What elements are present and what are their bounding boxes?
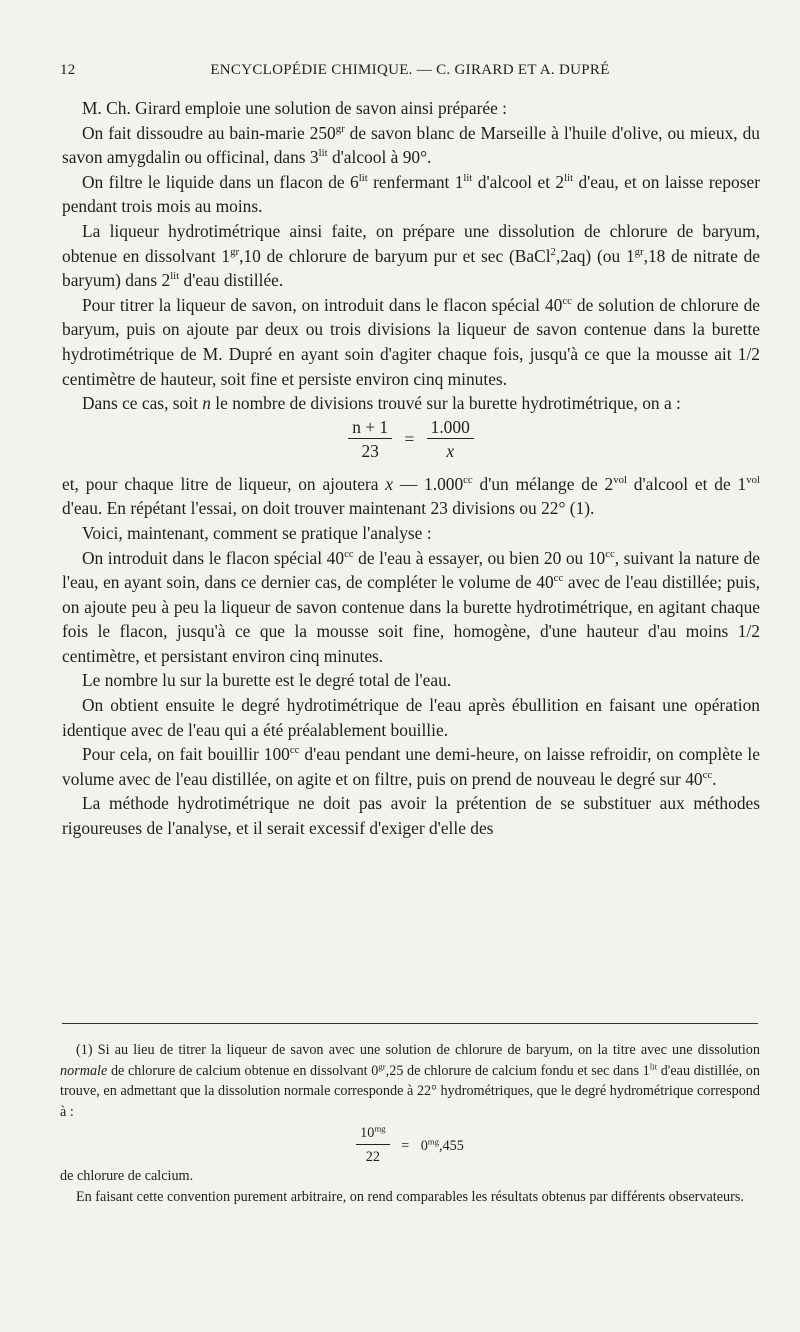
paragraph: [62, 170, 760, 219]
unit-sup: cc: [605, 547, 615, 560]
text-run: — 1.000: [393, 473, 464, 494]
text-run: Pour titrer la liqueur de savon, on introduit dans le flacon spécial 40: [82, 294, 563, 315]
unit-sup: vol: [613, 473, 627, 486]
paragraph: [62, 391, 760, 416]
text-run: de savon blanc de Marseille à l'huile d'olive, ou mieux, du savon amygdalin ou officinal, dans 3: [62, 122, 760, 168]
text-run: le nombre de divisions trouvé sur la burette hydrotimétrique, on a :: [210, 393, 681, 414]
text-run: ,2aq) (ou 1: [555, 245, 635, 266]
unit-sup: cc: [553, 572, 564, 585]
text-run: ,10 de chlorure de baryum pur et sec (BaCl: [239, 245, 551, 266]
text-run: d'eau distillée, on trouve, en admettant que la dissolution normale corresponde à 22° hydrométriques, que le degré hydrométrique correspond à :: [60, 1062, 760, 1120]
math-variable: x: [385, 473, 393, 494]
running-header: [60, 62, 760, 86]
text-run: et, pour chaque litre de liqueur, on ajoutera: [62, 473, 386, 494]
equals-sign: =: [404, 428, 415, 449]
page-number: 12: [60, 62, 76, 78]
footnote-text: En faisant cette convention purement arbitraire, on rend comparables les résultats obtenus par différents observateurs.: [76, 1188, 744, 1205]
footnotes: [60, 1040, 760, 1208]
footnote: [60, 1166, 760, 1187]
result-value: 0: [420, 1137, 428, 1154]
paragraph: [62, 472, 760, 521]
equals-sign: =: [401, 1137, 410, 1154]
text-run: d'eau distillée.: [179, 270, 284, 291]
text-run: (1) Si au lieu de titrer la liqueur de savon avec une solution de chlorure de baryum, on la titre avec une dissolution: [76, 1042, 760, 1058]
numerator-value: 10: [360, 1125, 375, 1142]
footnote: [60, 1187, 760, 1208]
denominator: 22: [365, 1149, 380, 1166]
unit-sup: cc: [463, 473, 473, 486]
text-run: On filtre le liquide dans un flacon de 6: [82, 171, 359, 192]
paragraph: [62, 219, 760, 293]
text-run: d'eau, et on laisse reposer pendant trois mois au moins.: [62, 171, 761, 217]
text-run: .: [712, 768, 717, 789]
unit-sup: lit: [358, 171, 368, 184]
text-run: ,25 de chlorure de calcium fondu et sec dans 1: [385, 1062, 650, 1079]
numerator: [356, 1122, 389, 1145]
result: [420, 1135, 464, 1154]
paragraph-text: Le nombre lu sur la burette est le degré total de l'eau.: [82, 670, 452, 691]
text-run: de l'eau à essayer, ou bien 20 ou 10: [353, 547, 606, 568]
footnote-text: de chlorure de calcium.: [60, 1168, 194, 1185]
unit-sup: cc: [702, 769, 713, 782]
text-run: Pour cela, on fait bouillir 100: [82, 744, 290, 765]
paragraph-text: On obtient ensuite le degré hydrotimétrique de l'eau après ébullition en faisant une opération identique avec de l'eau qui a été préalablement bouillie.: [62, 695, 760, 740]
fraction-right: [427, 416, 474, 463]
paragraph: [62, 293, 760, 391]
text-run: d'eau pendant une demi-heure, on laisse refroidir, on complète le volume avec de l'eau distillée, on agite et on filtre, puis on prend de nouveau le degré sur 40: [62, 744, 760, 789]
text-run: On fait dissoudre au bain-marie 250: [82, 122, 336, 143]
unit-sup: lit: [318, 147, 328, 160]
emphasis: normale: [60, 1062, 108, 1079]
main-text: [62, 96, 760, 841]
text-run: d'alcool à 90°.: [327, 147, 432, 168]
numerator: 1.000: [427, 416, 474, 439]
text-run: avec de l'eau distillée; puis, on ajoute peu à peu la liqueur de savon contenue dans la burette hydrotimétrique, en agitant chaque fois le flacon, jusqu'à ce que la mousse soit fine, homogène, d'une hauteur d'au moins 1/2 centimètre, et persistant environ cinq minutes.: [62, 572, 760, 666]
text-run: d'alcool et 2: [472, 171, 565, 192]
text-run: de chlorure de calcium obtenue en dissolvant 0: [107, 1062, 379, 1079]
paragraph: [62, 96, 760, 121]
unit-sup: lit: [564, 171, 574, 184]
text-run: Dans ce cas, soit: [82, 393, 203, 414]
paragraph-text: Voici, maintenant, comment se pratique l'analyse :: [82, 522, 432, 543]
unit-sup: lit: [170, 270, 180, 283]
paragraph: [62, 121, 760, 170]
paragraph-text: M. Ch. Girard emploie une solution de savon ainsi préparée :: [82, 98, 508, 118]
text-run: , suivant la nature de l'eau, en ayant soin, dans ce dernier cas, de compléter le volume de 40: [62, 547, 761, 593]
result-decimals: ,455: [439, 1137, 464, 1154]
text-run: d'eau. En répétant l'essai, on doit trouver maintenant 23 divisions ou 22° (1).: [62, 498, 595, 519]
paragraph-text: La méthode hydrotimétrique ne doit pas avoir la prétention de se substituer aux méthodes rigoureuses de l'analyse, et il serait excessif d'exiger d'elle des: [62, 793, 760, 839]
unit-sup: gr: [230, 245, 240, 258]
unit-sup: mg: [427, 1135, 440, 1146]
paragraph: [62, 546, 760, 669]
paragraph: [62, 521, 760, 546]
footnote-equation: [60, 1122, 760, 1166]
text-run: d'alcool et de 1: [626, 473, 747, 494]
fraction-left: [348, 416, 392, 463]
unit-sup: lit: [649, 1060, 658, 1071]
text-run: de solution de chlorure de baryum, puis on ajoute par deux ou trois divisions la liqueur de savon contenue dans la burette hydrotimétrique de M. Dupré en ayant soin d'agiter chaque fois, jusqu'à ce que la mousse ait 1/2 centimètre de hauteur, soit fine et persiste environ cinq minutes.: [62, 294, 761, 389]
unit-sup: lit: [463, 171, 473, 184]
denominator: 23: [361, 440, 379, 461]
paragraph: [62, 742, 760, 791]
denominator: x: [446, 440, 455, 461]
numerator: n + 1: [348, 416, 392, 439]
running-title: ENCYCLOPÉDIE CHIMIQUE. — C. GIRARD ET A. DUPRÉ: [210, 62, 610, 78]
footnote-rule: [62, 1023, 758, 1024]
text-run: On introduit dans le flacon spécial 40: [82, 547, 345, 568]
equation: [62, 416, 760, 472]
unit-sup: gr: [335, 122, 345, 135]
unit-sup: gr: [634, 245, 644, 258]
footnote: [60, 1040, 760, 1122]
paragraph: [62, 693, 760, 742]
text-run: ,18 de nitrate de baryum) dans 2: [62, 245, 761, 291]
text-run: La liqueur hydrotimétrique ainsi faite, on prépare une dissolution de chlorure de baryum, obtenue en dissolvant 1: [62, 220, 760, 266]
text-run: renfermant 1: [367, 171, 464, 192]
text-run: d'un mélange de 2: [472, 473, 614, 494]
paragraph: [62, 668, 760, 693]
unit-sup: gr: [378, 1060, 386, 1071]
unit-sup: vol: [746, 473, 760, 486]
paragraph: [62, 791, 760, 840]
unit-sup: cc: [289, 744, 300, 757]
math-variable: n: [202, 393, 211, 414]
fraction: [356, 1122, 389, 1169]
unit-sup: mg: [374, 1123, 386, 1134]
unit-sup: 2: [550, 245, 556, 258]
unit-sup: cc: [344, 547, 354, 560]
unit-sup: cc: [562, 294, 572, 307]
